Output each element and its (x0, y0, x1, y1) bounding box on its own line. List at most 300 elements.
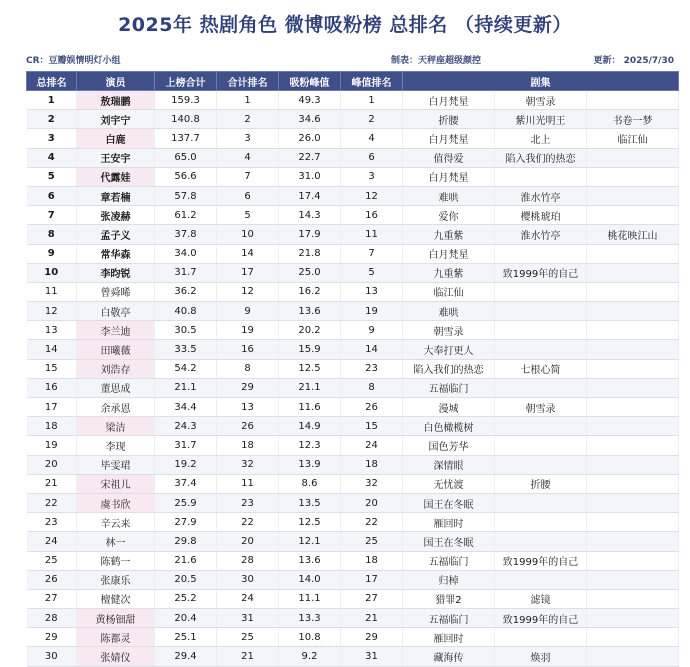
peak-cell: 12.5 (279, 359, 341, 378)
table-header-row (27, 72, 679, 91)
total-cell: 34.0 (155, 244, 217, 263)
peak-rank-cell: 26 (341, 398, 403, 417)
drama-cell-3 (587, 263, 679, 282)
actor-cell: 毕雯珺 (77, 455, 155, 474)
total-rank-cell: 17 (217, 263, 279, 282)
actor-cell: 章若楠 (77, 186, 155, 205)
drama-cell-1: 国色芳华 (403, 436, 495, 455)
header-drama[interactable]: 剧集 (403, 72, 679, 91)
peak-rank-cell: 21 (341, 609, 403, 628)
table-row (27, 513, 679, 532)
drama-cell-2 (495, 321, 587, 340)
actor-cell: 辛云来 (77, 513, 155, 532)
rank-cell: 4 (27, 148, 77, 167)
actor-cell: 李现 (77, 436, 155, 455)
drama-cell-3 (587, 532, 679, 551)
rank-cell: 3 (27, 129, 77, 148)
drama-cell-2 (495, 417, 587, 436)
table-row (27, 321, 679, 340)
drama-cell-1: 深情眼 (403, 455, 495, 474)
total-rank-cell: 29 (217, 378, 279, 397)
total-cell: 20.5 (155, 570, 217, 589)
header-actor[interactable]: 演员 (77, 72, 155, 91)
drama-cell-1: 雁回时 (403, 513, 495, 532)
drama-cell-2: 朝雪录 (495, 398, 587, 417)
actor-cell: 李兰迪 (77, 321, 155, 340)
total-cell: 25.1 (155, 628, 217, 647)
total-cell: 37.8 (155, 225, 217, 244)
actor-cell: 刘浩存 (77, 359, 155, 378)
drama-cell-1: 国王在冬眠 (403, 532, 495, 551)
drama-cell-3 (587, 186, 679, 205)
table-row (27, 589, 679, 608)
drama-cell-3 (587, 302, 679, 321)
actor-cell: 梁洁 (77, 417, 155, 436)
table-row (27, 436, 679, 455)
source-credit: CR：豆瓣娱情明灯小组 (26, 56, 121, 66)
table-row (27, 628, 679, 647)
peak-rank-cell: 7 (341, 244, 403, 263)
drama-cell-3 (587, 474, 679, 493)
drama-cell-2: 陷入我们的热恋 (495, 148, 587, 167)
actor-cell: 黄杨钿甜 (77, 609, 155, 628)
peak-rank-cell: 18 (341, 551, 403, 570)
peak-cell: 17.9 (279, 225, 341, 244)
drama-cell-3 (587, 378, 679, 397)
drama-cell-2 (495, 436, 587, 455)
total-rank-cell: 14 (217, 244, 279, 263)
table-row (27, 417, 679, 436)
rank-cell: 2 (27, 110, 77, 129)
peak-cell: 12.3 (279, 436, 341, 455)
drama-cell-2 (495, 532, 587, 551)
table-row (27, 244, 679, 263)
drama-cell-1: 雁回时 (403, 628, 495, 647)
drama-cell-1: 朝雪录 (403, 321, 495, 340)
header-peak[interactable]: 吸粉峰值 (279, 72, 341, 91)
actor-cell: 常华森 (77, 244, 155, 263)
total-cell: 57.8 (155, 186, 217, 205)
table-row (27, 263, 679, 282)
total-cell: 56.6 (155, 167, 217, 186)
rank-cell: 13 (27, 321, 77, 340)
total-rank-cell: 25 (217, 628, 279, 647)
peak-rank-cell: 14 (341, 340, 403, 359)
actor-cell: 张凌赫 (77, 206, 155, 225)
actor-cell: 白鹿 (77, 129, 155, 148)
drama-cell-1: 猎罪2 (403, 589, 495, 608)
drama-cell-1: 折腰 (403, 110, 495, 129)
maker-credit: 制表：天秤座超级颜控 (391, 56, 482, 66)
total-cell: 24.3 (155, 417, 217, 436)
total-rank-cell: 16 (217, 340, 279, 359)
drama-cell-1: 难哄 (403, 302, 495, 321)
rank-cell: 18 (27, 417, 77, 436)
page-title: 2025年 热剧角色 微博吸粉榜 总排名 （持续更新） (118, 14, 572, 36)
total-cell: 27.9 (155, 513, 217, 532)
drama-cell-2: 折腰 (495, 474, 587, 493)
drama-cell-1: 五福临门 (403, 609, 495, 628)
peak-cell: 20.2 (279, 321, 341, 340)
table-row (27, 225, 679, 244)
drama-cell-3 (587, 398, 679, 417)
total-rank-cell: 7 (217, 167, 279, 186)
table-row (27, 359, 679, 378)
peak-cell: 34.6 (279, 110, 341, 129)
drama-cell-2: 北上 (495, 129, 587, 148)
peak-cell: 10.8 (279, 628, 341, 647)
peak-cell: 22.7 (279, 148, 341, 167)
total-rank-cell: 23 (217, 493, 279, 512)
peak-cell: 13.6 (279, 551, 341, 570)
drama-cell-1: 九重紫 (403, 263, 495, 282)
total-cell: 20.4 (155, 609, 217, 628)
total-cell: 19.2 (155, 455, 217, 474)
table-row (27, 167, 679, 186)
peak-rank-cell: 11 (341, 225, 403, 244)
drama-cell-2 (495, 378, 587, 397)
total-cell: 25.2 (155, 589, 217, 608)
drama-cell-1: 陷入我们的热恋 (403, 359, 495, 378)
drama-cell-1: 白色橄榄树 (403, 417, 495, 436)
drama-cell-3: 临江仙 (587, 129, 679, 148)
actor-cell: 宋祖儿 (77, 474, 155, 493)
drama-cell-2: 七根心简 (495, 359, 587, 378)
total-rank-cell: 3 (217, 129, 279, 148)
peak-cell: 12.5 (279, 513, 341, 532)
actor-cell: 张康乐 (77, 570, 155, 589)
drama-cell-3 (587, 455, 679, 474)
rank-cell: 17 (27, 398, 77, 417)
total-rank-cell: 13 (217, 398, 279, 417)
total-rank-cell: 6 (217, 186, 279, 205)
drama-cell-2: 朝雪录 (495, 91, 587, 110)
drama-cell-2: 滤镜 (495, 589, 587, 608)
total-rank-cell: 28 (217, 551, 279, 570)
peak-cell: 16.2 (279, 282, 341, 301)
drama-cell-3 (587, 493, 679, 512)
total-rank-cell: 26 (217, 417, 279, 436)
drama-cell-2 (495, 493, 587, 512)
drama-cell-3: 桃花映江山 (587, 225, 679, 244)
ranking-table (26, 71, 679, 667)
peak-rank-cell: 6 (341, 148, 403, 167)
total-rank-cell: 30 (217, 570, 279, 589)
peak-cell: 31.0 (279, 167, 341, 186)
drama-cell-3 (587, 551, 679, 570)
drama-cell-3 (587, 628, 679, 647)
total-cell: 140.8 (155, 110, 217, 129)
drama-cell-1: 难哄 (403, 186, 495, 205)
actor-cell: 李昀锐 (77, 263, 155, 282)
drama-cell-1: 九重紫 (403, 225, 495, 244)
table-row (27, 551, 679, 570)
drama-cell-1: 无忧渡 (403, 474, 495, 493)
drama-cell-3 (587, 244, 679, 263)
peak-cell: 13.3 (279, 609, 341, 628)
rank-cell: 5 (27, 167, 77, 186)
peak-cell: 17.4 (279, 186, 341, 205)
total-rank-cell: 9 (217, 302, 279, 321)
total-rank-cell: 19 (217, 321, 279, 340)
rank-cell: 23 (27, 513, 77, 532)
peak-cell: 13.5 (279, 493, 341, 512)
drama-cell-2 (495, 455, 587, 474)
table-row (27, 302, 679, 321)
actor-cell: 余承恩 (77, 398, 155, 417)
rank-cell: 20 (27, 455, 77, 474)
table-row (27, 282, 679, 301)
rank-cell: 30 (27, 647, 77, 666)
rank-cell: 10 (27, 263, 77, 282)
table-row (27, 455, 679, 474)
peak-cell: 11.6 (279, 398, 341, 417)
rank-cell: 24 (27, 532, 77, 551)
total-cell: 30.5 (155, 321, 217, 340)
drama-cell-2: 淮水竹亭 (495, 186, 587, 205)
drama-cell-3 (587, 589, 679, 608)
peak-cell: 13.6 (279, 302, 341, 321)
actor-cell: 刘宇宁 (77, 110, 155, 129)
header-total[interactable]: 上榜合计 (155, 72, 217, 91)
peak-cell: 12.1 (279, 532, 341, 551)
total-cell: 37.4 (155, 474, 217, 493)
rank-cell: 29 (27, 628, 77, 647)
total-cell: 31.7 (155, 263, 217, 282)
drama-cell-2 (495, 340, 587, 359)
total-rank-cell: 20 (217, 532, 279, 551)
drama-cell-3 (587, 206, 679, 225)
drama-cell-2 (495, 167, 587, 186)
peak-rank-cell: 16 (341, 206, 403, 225)
peak-cell: 25.0 (279, 263, 341, 282)
peak-cell: 8.6 (279, 474, 341, 493)
peak-cell: 21.8 (279, 244, 341, 263)
actor-cell: 虞书欣 (77, 493, 155, 512)
drama-cell-3 (587, 436, 679, 455)
drama-cell-1: 爱你 (403, 206, 495, 225)
drama-cell-1: 大奉打更人 (403, 340, 495, 359)
peak-cell: 26.0 (279, 129, 341, 148)
drama-cell-3 (587, 282, 679, 301)
drama-cell-2 (495, 513, 587, 532)
table-row (27, 474, 679, 493)
total-rank-cell: 24 (217, 589, 279, 608)
rank-cell: 16 (27, 378, 77, 397)
rank-cell: 11 (27, 282, 77, 301)
table-row (27, 532, 679, 551)
peak-rank-cell: 18 (341, 455, 403, 474)
actor-cell: 檀健次 (77, 589, 155, 608)
peak-cell: 11.1 (279, 589, 341, 608)
total-cell: 31.7 (155, 436, 217, 455)
rank-cell: 25 (27, 551, 77, 570)
peak-rank-cell: 31 (341, 647, 403, 666)
drama-cell-3 (587, 359, 679, 378)
table-body (27, 91, 679, 667)
rank-cell: 15 (27, 359, 77, 378)
peak-cell: 14.9 (279, 417, 341, 436)
drama-cell-3 (587, 417, 679, 436)
rank-cell: 12 (27, 302, 77, 321)
total-rank-cell: 18 (217, 436, 279, 455)
drama-cell-2: 焕羽 (495, 647, 587, 666)
drama-cell-1: 五福临门 (403, 551, 495, 570)
rank-cell: 14 (27, 340, 77, 359)
peak-rank-cell: 29 (341, 628, 403, 647)
drama-cell-2: 致1999年的自己 (495, 263, 587, 282)
actor-cell: 白敬亭 (77, 302, 155, 321)
peak-rank-cell: 5 (341, 263, 403, 282)
total-rank-cell: 12 (217, 282, 279, 301)
drama-cell-1: 临江仙 (403, 282, 495, 301)
meta-bar (26, 50, 678, 68)
total-cell: 61.2 (155, 206, 217, 225)
total-cell: 21.1 (155, 378, 217, 397)
table-row (27, 206, 679, 225)
watermark: · · · · · · · (300, 640, 346, 653)
drama-cell-1: 白月梵星 (403, 244, 495, 263)
table-row (27, 647, 679, 666)
peak-rank-cell: 19 (341, 302, 403, 321)
peak-rank-cell: 32 (341, 474, 403, 493)
total-rank-cell: 31 (217, 609, 279, 628)
rank-cell: 27 (27, 589, 77, 608)
rank-cell: 28 (27, 609, 77, 628)
drama-cell-2: 致1999年的自己 (495, 551, 587, 570)
actor-cell: 孟子义 (77, 225, 155, 244)
table-row (27, 340, 679, 359)
actor-cell: 曾舜晞 (77, 282, 155, 301)
drama-cell-3 (587, 647, 679, 666)
actor-cell: 董思成 (77, 378, 155, 397)
drama-cell-3 (587, 570, 679, 589)
total-cell: 25.9 (155, 493, 217, 512)
drama-cell-2: 樱桃琥珀 (495, 206, 587, 225)
peak-cell: 21.1 (279, 378, 341, 397)
total-rank-cell: 22 (217, 513, 279, 532)
drama-cell-1: 白月梵星 (403, 91, 495, 110)
peak-rank-cell: 12 (341, 186, 403, 205)
total-rank-cell: 11 (217, 474, 279, 493)
drama-cell-3 (587, 167, 679, 186)
rank-cell: 19 (27, 436, 77, 455)
table-row (27, 378, 679, 397)
drama-cell-2: 紫川光明王 (495, 110, 587, 129)
header-total-rank[interactable]: 总排名 (27, 72, 77, 91)
drama-cell-1: 藏海传 (403, 647, 495, 666)
total-cell: 21.6 (155, 551, 217, 570)
total-cell: 34.4 (155, 398, 217, 417)
peak-rank-cell: 15 (341, 417, 403, 436)
total-cell: 65.0 (155, 148, 217, 167)
update-date: 更新： 2025/7/30 (593, 56, 674, 66)
drama-cell-1: 漫城 (403, 398, 495, 417)
drama-cell-2: 致1999年的自己 (495, 609, 587, 628)
actor-cell: 王安宇 (77, 148, 155, 167)
peak-rank-cell: 20 (341, 493, 403, 512)
actor-cell: 田曦薇 (77, 340, 155, 359)
drama-cell-2 (495, 302, 587, 321)
peak-cell: 15.9 (279, 340, 341, 359)
drama-cell-3: 书卷一梦 (587, 110, 679, 129)
peak-cell: 9.2 (279, 647, 341, 666)
peak-rank-cell: 22 (341, 513, 403, 532)
drama-cell-2 (495, 570, 587, 589)
table-row (27, 570, 679, 589)
actor-cell: 陈鹤一 (77, 551, 155, 570)
drama-cell-1: 五福临门 (403, 378, 495, 397)
drama-cell-2 (495, 282, 587, 301)
rank-cell: 8 (27, 225, 77, 244)
total-cell: 137.7 (155, 129, 217, 148)
total-rank-cell: 10 (217, 225, 279, 244)
table-row (27, 148, 679, 167)
drama-cell-3 (587, 609, 679, 628)
peak-rank-cell: 17 (341, 570, 403, 589)
rank-cell: 1 (27, 91, 77, 110)
header-peak-rank[interactable]: 峰值排名 (341, 72, 403, 91)
rank-cell: 21 (27, 474, 77, 493)
total-rank-cell: 2 (217, 110, 279, 129)
peak-rank-cell: 4 (341, 129, 403, 148)
total-cell: 29.8 (155, 532, 217, 551)
actor-cell: 敖瑞鹏 (77, 91, 155, 110)
peak-rank-cell: 27 (341, 589, 403, 608)
total-rank-cell: 5 (217, 206, 279, 225)
peak-rank-cell: 23 (341, 359, 403, 378)
table-row (27, 186, 679, 205)
rank-cell: 26 (27, 570, 77, 589)
total-cell: 29.4 (155, 647, 217, 666)
peak-rank-cell: 13 (341, 282, 403, 301)
total-cell: 33.5 (155, 340, 217, 359)
total-rank-cell: 32 (217, 455, 279, 474)
rank-cell: 6 (27, 186, 77, 205)
actor-cell: 林一 (77, 532, 155, 551)
drama-cell-3 (587, 148, 679, 167)
total-cell: 54.2 (155, 359, 217, 378)
peak-rank-cell: 2 (341, 110, 403, 129)
actor-cell: 代露娃 (77, 167, 155, 186)
rank-cell: 7 (27, 206, 77, 225)
table-row (27, 110, 679, 129)
total-rank-cell: 8 (217, 359, 279, 378)
total-cell: 159.3 (155, 91, 217, 110)
table-row (27, 609, 679, 628)
drama-cell-1: 白月梵星 (403, 129, 495, 148)
header-total-rank-col[interactable]: 合计排名 (217, 72, 279, 91)
drama-cell-1: 值得爱 (403, 148, 495, 167)
peak-rank-cell: 25 (341, 532, 403, 551)
drama-cell-2 (495, 628, 587, 647)
table-row (27, 91, 679, 110)
total-rank-cell: 1 (217, 91, 279, 110)
drama-cell-1: 归棹 (403, 570, 495, 589)
peak-cell: 49.3 (279, 91, 341, 110)
drama-cell-2: 淮水竹亭 (495, 225, 587, 244)
total-cell: 40.8 (155, 302, 217, 321)
drama-cell-2 (495, 244, 587, 263)
drama-cell-3 (587, 91, 679, 110)
drama-cell-3 (587, 340, 679, 359)
peak-rank-cell: 8 (341, 378, 403, 397)
rank-cell: 9 (27, 244, 77, 263)
drama-cell-3 (587, 513, 679, 532)
actor-cell: 张婧仪 (77, 647, 155, 666)
total-cell: 36.2 (155, 282, 217, 301)
rank-cell: 22 (27, 493, 77, 512)
